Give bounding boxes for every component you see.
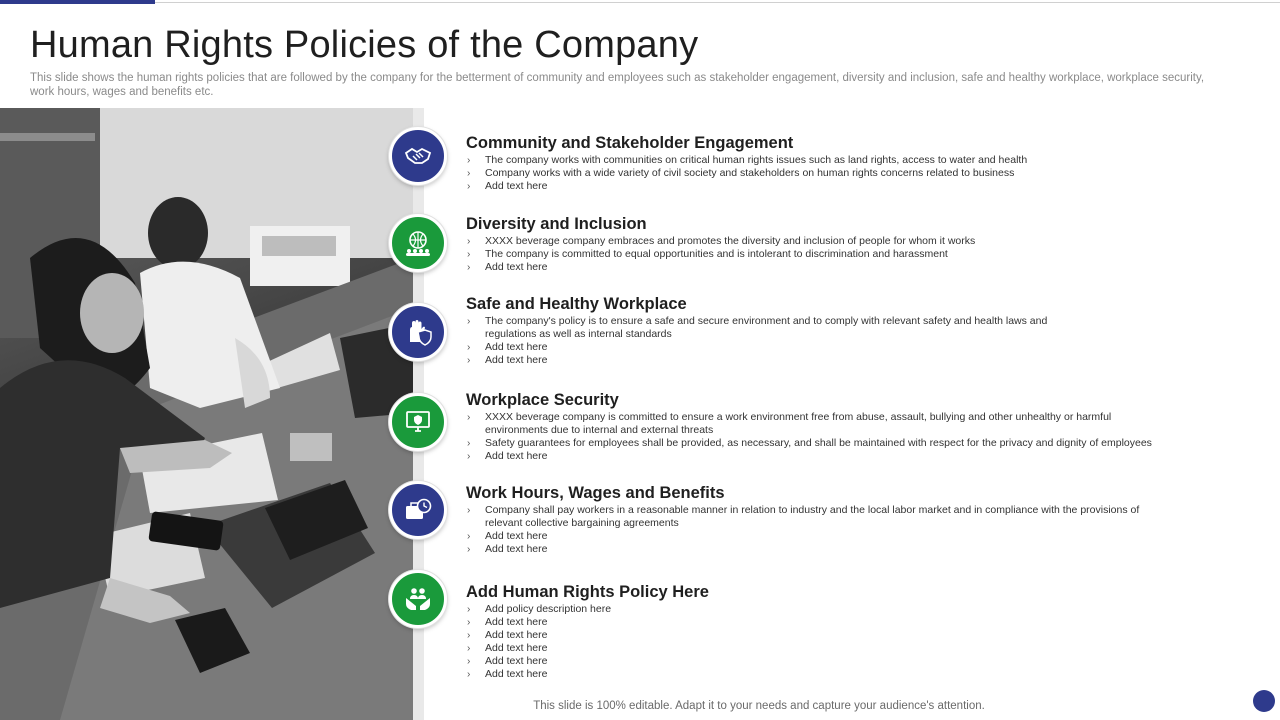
bullet-item: › Add text here [467,543,548,555]
section-title: Add Human Rights Policy Here [466,583,709,601]
chevron-right-icon: › [467,168,471,179]
section-community-stakeholder [466,133,1186,193]
bullet-item: › Add text here [467,530,548,542]
monitor-shield-icon [389,393,447,451]
chevron-right-icon: › [467,630,471,641]
bullet-item: › Company works with a wide variety of civil society and stakeholders on human rights concerns related to business [467,167,1015,179]
bullet-item: › Add text here [467,450,548,462]
bullet-item: › Add policy description here [467,603,612,615]
section-title: Safe and Healthy Workplace [466,295,687,313]
section-title: Work Hours, Wages and Benefits [466,484,725,502]
chevron-right-icon: › [467,181,471,192]
footer-note: This slide is 100% editable. Adapt it to your needs and capture your audience's attention. [533,700,985,712]
chevron-right-icon: › [467,531,471,542]
section-title: Workplace Security [466,391,619,409]
section-safe-healthy-workplace [466,294,1186,367]
bullet-item: › Add text here [467,668,548,680]
chevron-right-icon: › [467,451,471,462]
chevron-right-icon: › [467,505,471,516]
globe-people-icon [389,214,447,272]
chevron-right-icon: › [467,643,471,654]
handshake-icon [389,127,447,185]
chevron-right-icon: › [467,669,471,680]
bullet-item: › Safety guarantees for employees shall be provided, as necessary, and shall be maintained with respect for the privacy and dignity of employees [467,437,1152,449]
chevron-right-icon: › [467,316,471,327]
chevron-right-icon: › [467,656,471,667]
bullet-item: › Add text here [467,616,548,628]
top-accent-bar [0,0,155,4]
bullet-item: › Add text here [467,180,548,192]
chevron-right-icon: › [467,617,471,628]
bullet-item: › Add text here [467,642,548,654]
bullet-item: › Add text here [467,354,548,366]
chevron-right-icon: › [467,249,471,260]
top-divider [155,2,1280,3]
bullet-item: › The company works with communities on critical human rights issues such as land rights, access to water and health [467,154,1028,166]
page-subtitle: This slide shows the human rights policies that are followed by the company for the betterment of community and employees such as stakeholder engagement, diversity and inclusion, safe and healthy workplace, workplace security, work hours, wages and benefits etc. [30,72,1205,98]
chevron-right-icon: › [467,604,471,615]
bullet-list [466,315,1066,367]
bullet-list [466,504,1166,556]
bullet-item: › The company's policy is to ensure a safe and secure environment and to comply with relevant safety and health laws and regulations as well as internal standards [467,315,1048,340]
bullet-item: › The company is committed to equal opportunities and is intolerant to discrimination and harassment [467,248,948,260]
bullet-item: › XXXX beverage company embraces and promotes the diversity and inclusion of people for whom it works [467,235,976,247]
bullet-list [466,603,1186,681]
section-title: Community and Stakeholder Engagement [466,134,794,152]
bullet-list [466,154,1186,193]
chevron-right-icon: › [467,412,471,423]
office-photo [0,108,413,720]
bullet-item: › Company shall pay workers in a reasonable manner in relation to industry and the local labor market and in compliance with the provisions of relevant collective bargaining agreements [467,504,1140,529]
chevron-right-icon: › [467,342,471,353]
briefcase-clock-icon [389,481,447,539]
bullet-item: › Add text here [467,261,548,273]
section-workplace-security [466,390,1186,463]
hand-shield-icon [389,303,447,361]
bullet-item: › XXXX beverage company is committed to ensure a work environment free from abuse, assault, bullying and other unhealthy or harmful environments due to internal and external threats [467,411,1112,436]
chevron-right-icon: › [467,544,471,555]
section-work-hours-wages [466,483,1186,556]
hands-people-icon [389,570,447,628]
bullet-list [466,235,1186,274]
slide-nav-dot[interactable] [1253,690,1275,712]
chevron-right-icon: › [467,438,471,449]
section-title: Diversity and Inclusion [466,215,647,233]
chevron-right-icon: › [467,355,471,366]
section-diversity-inclusion [466,214,1186,274]
chevron-right-icon: › [467,262,471,273]
page-title: Human Rights Policies of the Company [30,24,699,66]
section-add-policy [466,582,1186,681]
chevron-right-icon: › [467,155,471,166]
bullet-item: › Add text here [467,629,548,641]
bullet-list [466,411,1176,463]
chevron-right-icon: › [467,236,471,247]
bullet-item: › Add text here [467,655,548,667]
bullet-item: › Add text here [467,341,548,353]
